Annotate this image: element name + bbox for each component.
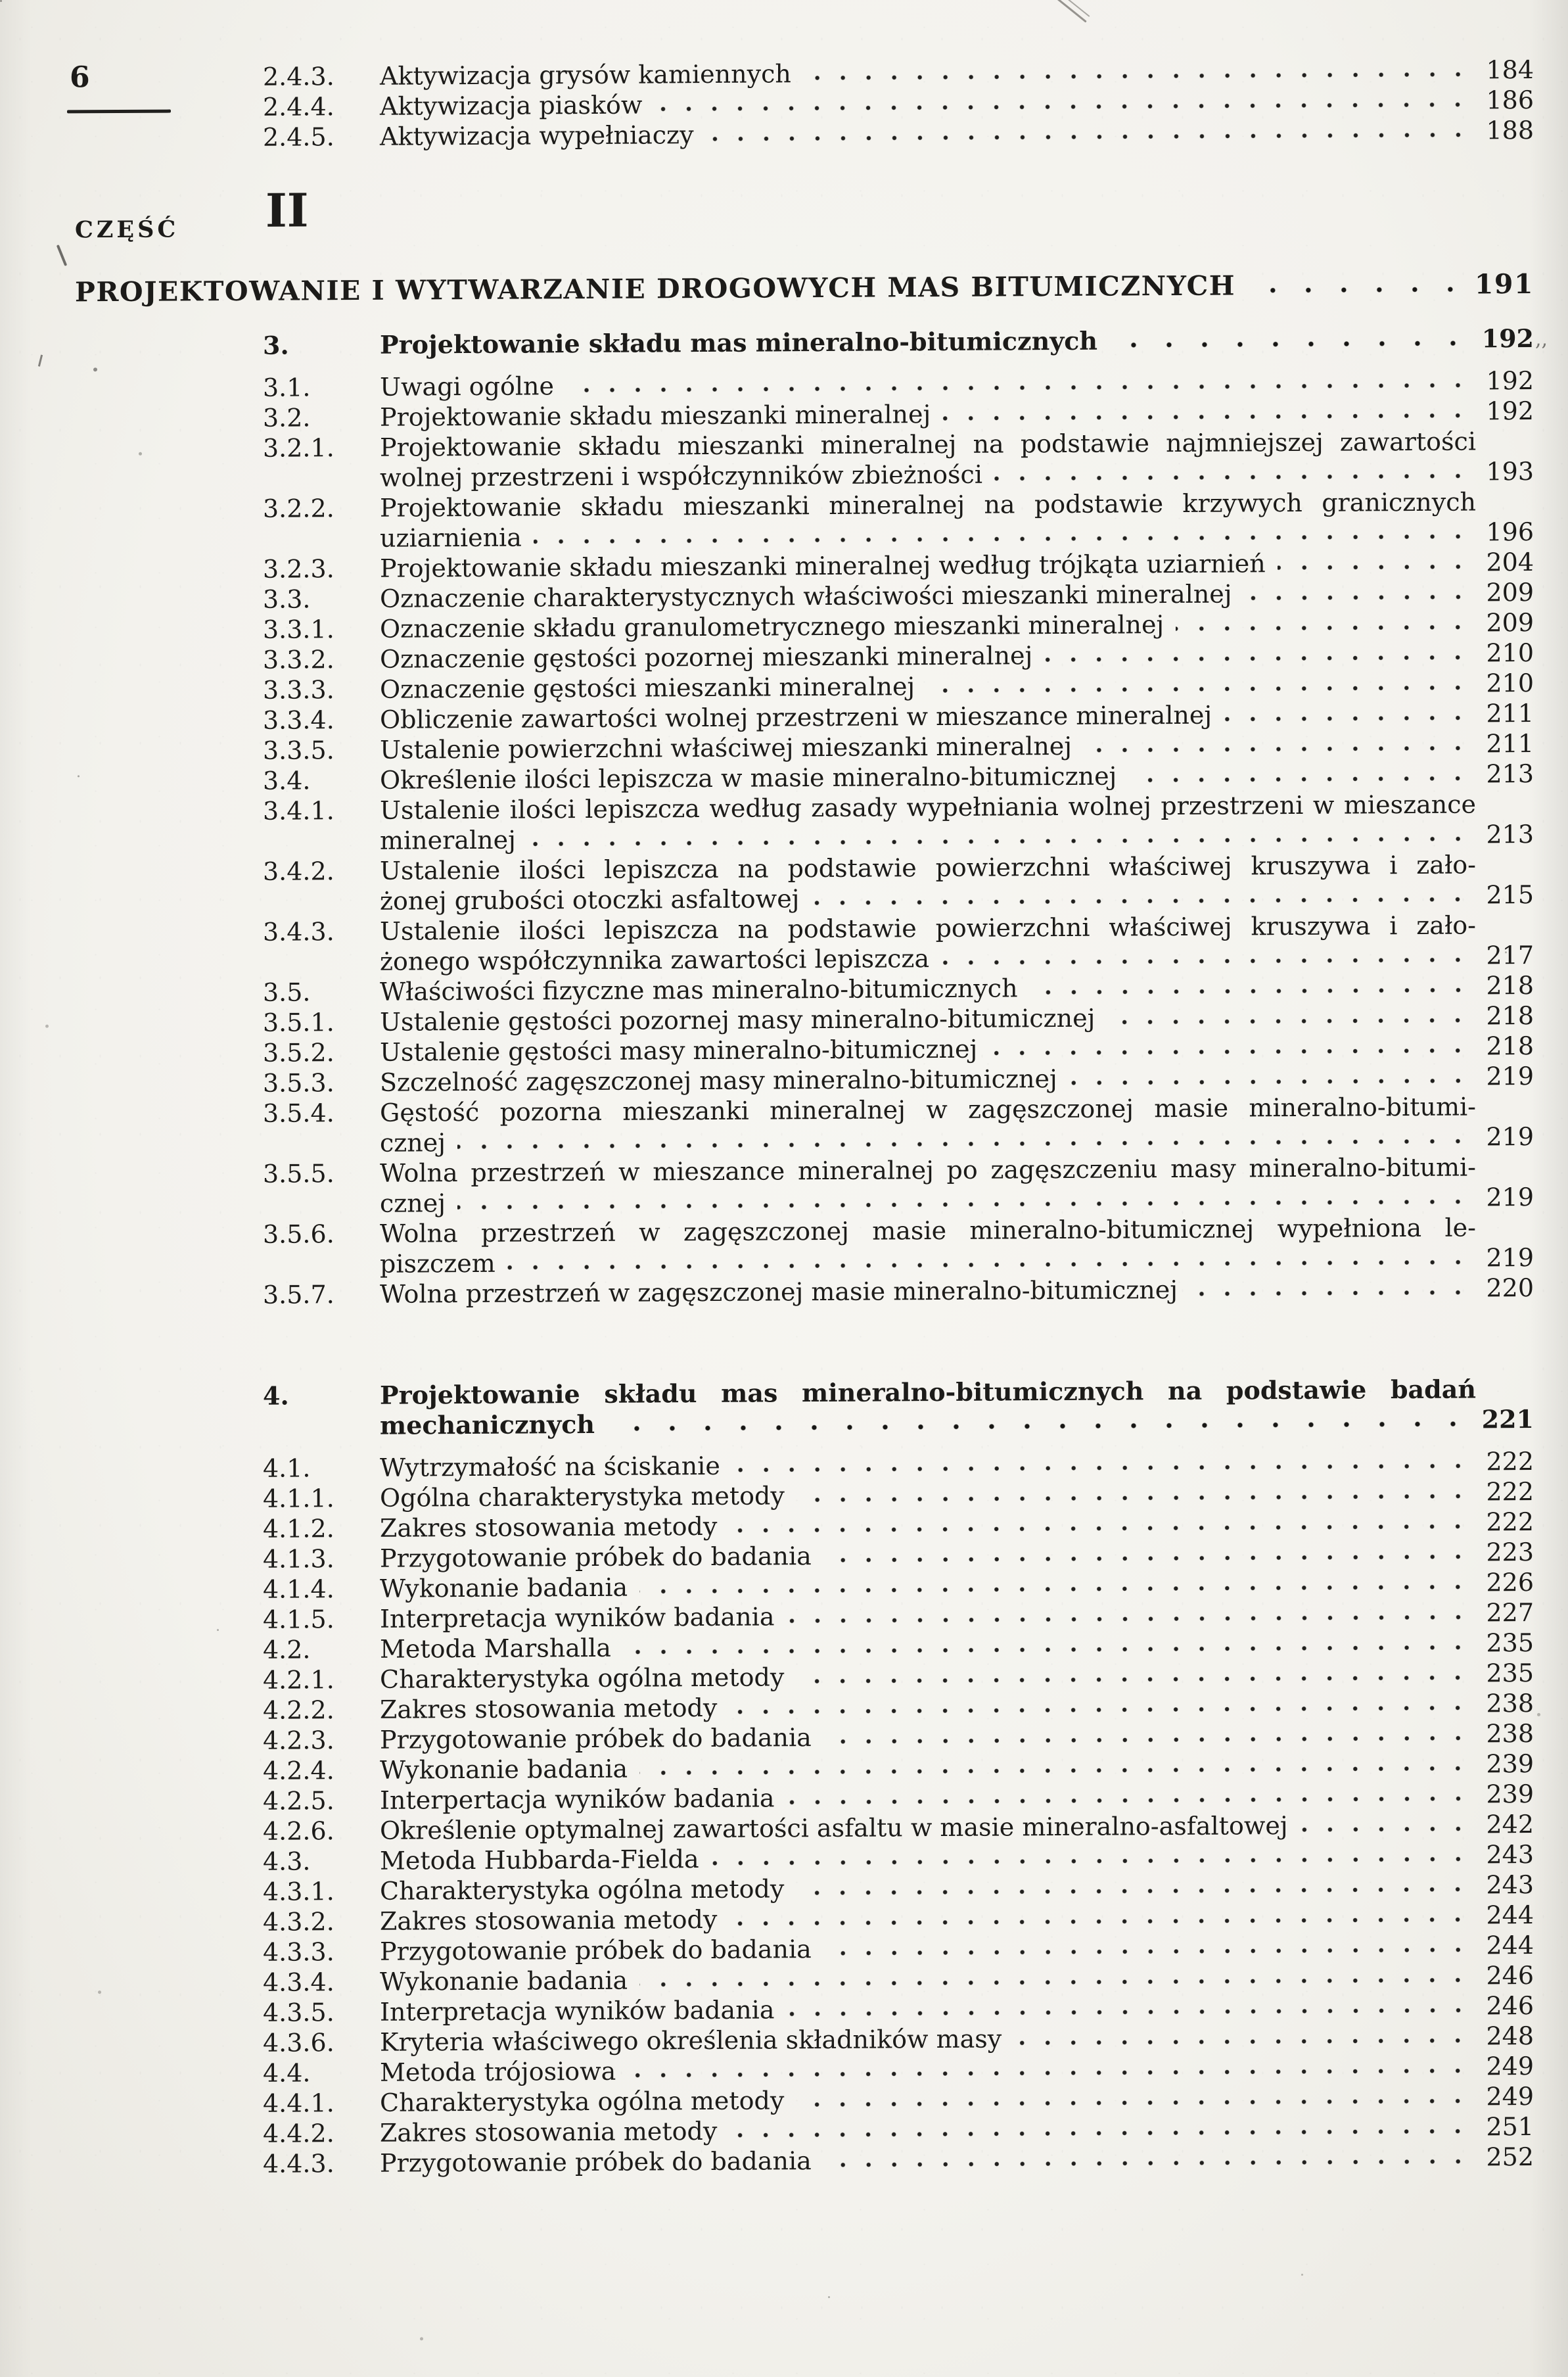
entry-page-number: 243 (1486, 1870, 1534, 1900)
entry-number: 4.2.6. (263, 1816, 334, 1846)
scan-artifact (38, 355, 43, 367)
dot-leader (1128, 774, 1471, 785)
entry-content (380, 115, 1534, 152)
entry-page-number: 192 (1486, 365, 1534, 396)
dot-leader (989, 1047, 1471, 1058)
entry-page-number: 192 (1481, 323, 1534, 354)
page-number-corner: 6 (70, 60, 90, 95)
dot-leader (732, 1462, 1471, 1474)
entry-number: 3.3. (263, 584, 311, 614)
entry-title: Wykonanie badania (380, 1965, 628, 1996)
entry-number: 4.1.2. (263, 1514, 334, 1543)
dot-leader (1013, 2036, 1471, 2048)
entry-page-number: 244 (1486, 1900, 1534, 1930)
dot-leader (803, 70, 1471, 83)
dot-leader (729, 1704, 1471, 1716)
entry-page-number: 218 (1486, 970, 1534, 1000)
entry-page-number: 192 (1486, 396, 1534, 426)
dot-leader (1300, 1825, 1471, 1834)
entry-page-number: 235 (1486, 1658, 1534, 1688)
entry-title: Określenie ilości lepiszcza w masie mineralno-bitumicznej (380, 761, 1117, 795)
dot-leader (823, 1734, 1471, 1747)
part-title-row (75, 268, 1534, 308)
dot-leader (639, 1764, 1471, 1777)
dot-leader (796, 1674, 1471, 1686)
entry-number: 3.4. (263, 766, 311, 795)
entry-page-number: 244 (1486, 1930, 1534, 1960)
toc-entry-3-2-2 (263, 486, 1534, 554)
dot-leader (1084, 744, 1471, 755)
entry-title: Wykonanie badania (380, 1572, 628, 1603)
entry-title: Zakres stosowania metody (380, 1511, 718, 1543)
entry-title: Przygotowanie próbek do badania (380, 2146, 812, 2178)
dot-leader (729, 2127, 1471, 2140)
entry-content (380, 789, 1534, 856)
entry-title-line (380, 115, 1534, 152)
entry-number: 3.3.2. (263, 645, 334, 674)
entry-content (380, 1374, 1534, 1441)
entry-title-line1: Wolna przestrzeń w mieszance mineralnej po zagęszczeniu masy mineralno-bitumi- (380, 1152, 1476, 1188)
scan-artifact (57, 245, 67, 266)
entry-page-number: 238 (1486, 1718, 1534, 1749)
entry-page-number: 219 (1486, 1061, 1534, 1091)
section-gap (263, 1303, 1534, 1381)
entry-title-continuation: cznej (380, 1188, 446, 1218)
entry-title-line (380, 323, 1534, 360)
toc-entry-3-5-6 (263, 1212, 1534, 1280)
entry-content (380, 2142, 1534, 2178)
entry-page-number: 238 (1486, 1688, 1534, 1718)
entry-title: Oznaczenie składu granulometrycznego mieszanki mineralnej (380, 610, 1164, 644)
entry-title: Interpertacja wyników badania (380, 1783, 775, 1815)
entry-title: Uwagi ogólne (380, 371, 554, 402)
entry-page-number: 209 (1486, 577, 1534, 607)
dot-leader (1244, 593, 1471, 603)
dot-leader (787, 1613, 1471, 1626)
dot-leader (823, 1946, 1471, 1958)
entry-title: Przygotowanie próbek do badania (380, 1542, 812, 1573)
entry-number: 2.4.5. (263, 122, 334, 152)
dot-leader (639, 1583, 1471, 1596)
dot-leader (927, 684, 1471, 695)
entry-content (380, 323, 1534, 360)
entry-content (380, 1212, 1534, 1279)
entry-page-number: 219 (1486, 1121, 1534, 1152)
entry-number: 4.2.2. (263, 1695, 334, 1725)
entry-number: 3.3.4. (263, 705, 334, 735)
entry-title: Interpretacja wyników badania (380, 1995, 775, 2027)
dot-leader (994, 472, 1471, 483)
toc-entry-3 (263, 323, 1534, 361)
entry-title: Ustalenie powierzchni właściwej mieszanki mineralnej (380, 731, 1072, 765)
entry-number: 4.3.2. (263, 1907, 334, 1937)
dot-leader (457, 1198, 1471, 1212)
dot-leader (1247, 285, 1468, 295)
corner-underline-rule (67, 110, 171, 114)
dot-leader (1107, 1016, 1471, 1027)
entry-number: 4. (263, 1380, 289, 1411)
toc-entry-3-4-2 (263, 849, 1534, 917)
entry-content (380, 849, 1534, 916)
toc-entry-3-5-4 (263, 1091, 1534, 1159)
toc-top-entries (263, 55, 1534, 153)
dot-leader (729, 1522, 1471, 1535)
entry-title: Aktywizacja piasków (380, 90, 643, 121)
toc-entry-3-4-3 (263, 910, 1534, 977)
entry-title: Interpretacja wyników badania (380, 1602, 775, 1634)
entry-page-number: 219 (1486, 1182, 1534, 1212)
entry-title: Określenie optymalnej zawartości asfaltu w masie mineralno-asfaltowej (380, 1811, 1288, 1845)
entry-title: Obliczenie zawartości wolnej przestrzeni w mieszance mineralnej (380, 700, 1212, 734)
entry-page-number: 210 (1486, 638, 1534, 668)
dot-leader (941, 956, 1471, 968)
entry-number: 4.1.1. (263, 1484, 334, 1513)
entry-title: Aktywizacja wypełniaczy (380, 120, 694, 151)
entry-number: 4.1. (263, 1453, 311, 1483)
entry-number: 3.4.1. (263, 796, 334, 826)
entry-page-number: 217 (1486, 940, 1534, 970)
dot-leader (1189, 1288, 1471, 1298)
entry-title: Ustalenie gęstości pozornej masy mineralno-bitumicznej (380, 1003, 1095, 1037)
entry-title: Ogólna charakterystyka metody (380, 1481, 785, 1513)
entry-title-continuation: żonej grubości otoczki asfaltowej (380, 884, 800, 916)
entry-title-line2 (380, 1404, 1534, 1441)
entry-number: 3.5.3. (263, 1068, 334, 1098)
dot-leader (811, 895, 1471, 908)
entry-number: 4.1.4. (263, 1574, 334, 1604)
entry-page-number: 221 (1481, 1403, 1534, 1434)
entry-title-line1: Projektowanie składu mieszanki mineralnej na podstawie krzywych granicznych (380, 487, 1476, 523)
entry-number: 3.5.7. (263, 1280, 334, 1309)
dot-leader (796, 2097, 1471, 2109)
part-title: PROJEKTOWANIE I WYTWARZANIE DROGOWYCH MAS BITUMICZNYCH (75, 270, 1236, 308)
dot-leader (628, 2067, 1471, 2080)
entry-page-number: 239 (1486, 1779, 1534, 1809)
entry-title-continuation: żonego współczynnika zawartości lepiszcza (380, 944, 930, 976)
dot-leader (796, 1885, 1471, 1898)
dot-leader (711, 1855, 1471, 1868)
entry-title: Zakres stosowania metody (380, 2116, 718, 2148)
entry-title-line1: Ustalenie ilości lepiszcza według zasady wypełniania wolnej przestrzeni w mieszance (380, 789, 1476, 825)
toc-entry-4-4-3 (263, 2142, 1534, 2179)
dot-leader (787, 2006, 1471, 2019)
entry-page-number: 252 (1486, 2142, 1534, 2172)
entry-page-number: 248 (1486, 2021, 1534, 2051)
entry-number: 3.5.4. (263, 1098, 334, 1128)
entry-content (380, 1091, 1534, 1158)
entry-page-number: 246 (1486, 1960, 1534, 1990)
entry-title: Metoda Hubbarda-Fielda (380, 1845, 699, 1875)
entry-number: 3.4.3. (263, 917, 334, 947)
entry-title: Zakres stosowania metody (380, 1693, 718, 1724)
toc-entry-3-5-5 (263, 1152, 1534, 1219)
entry-page-number: 209 (1486, 607, 1534, 638)
entry-title: Metoda trójosiowa (380, 2056, 616, 2087)
entry-number: 4.1.3. (263, 1544, 334, 1574)
entry-number: 3.2.3. (263, 554, 334, 584)
entry-page-number: 222 (1486, 1507, 1534, 1537)
dot-leader (942, 412, 1471, 423)
entry-number: 3.5. (263, 977, 311, 1007)
entry-page-number: 239 (1486, 1749, 1534, 1779)
entry-title: Projektowanie składu mas mineralno-bitumicznych (380, 325, 1098, 360)
dot-leader (623, 1643, 1471, 1657)
entry-page-number: 184 (1486, 55, 1534, 85)
dot-leader (1109, 339, 1471, 350)
entry-title-continuation: mineralnej (380, 825, 516, 855)
entry-page-number: 222 (1486, 1446, 1534, 1476)
scan-artifact (0, 0, 2, 2)
entry-title: Ustalenie gęstości masy mineralno-bitumicznej (380, 1034, 978, 1067)
dot-leader (1044, 653, 1471, 665)
entry-number: 3.2.1. (263, 433, 334, 463)
toc-entry-3-4-1 (263, 789, 1534, 857)
entry-title: Oznaczenie gęstości mieszanki mineralnej (380, 672, 915, 704)
entry-title: Przygotowanie próbek do badania (380, 1723, 812, 1754)
entry-title: Projektowanie składu mieszanki mineralnej (380, 400, 931, 432)
dot-leader (654, 101, 1471, 114)
toc-entry-4 (263, 1374, 1534, 1442)
entry-title: Oznaczenie charakterystycznych właściwości mieszanki mineralnej (380, 579, 1232, 613)
entry-title-continuation: piszczem (380, 1248, 496, 1279)
entry-page-number: 251 (1486, 2111, 1534, 2142)
entry-number: 3.2. (263, 403, 311, 433)
entry-page-number: 218 (1486, 1031, 1534, 1061)
dot-leader (729, 1916, 1471, 1928)
scan-artifact (1025, 0, 1087, 23)
entry-page-number: 227 (1486, 1597, 1534, 1628)
part-label: CZĘŚĆ (75, 216, 179, 244)
entry-title: Właściwości fizyczne mas mineralno-bitumicznych (380, 974, 1018, 1006)
entry-page-number: 223 (1486, 1537, 1534, 1567)
entry-title-continuation: uziarnienia (380, 523, 522, 553)
entry-page-number: 188 (1486, 115, 1534, 145)
entry-number: 3.3.3. (263, 675, 334, 705)
entry-title-line1: Wolna przestrzeń w zagęszczonej masie mineralno-bitumicznej wypełniona le- (380, 1213, 1476, 1248)
dot-leader (528, 835, 1471, 849)
entry-title-line1: Projektowanie składu mas mineralno-bitumicznych na podstawie badań (380, 1374, 1476, 1410)
entry-number: 4.2.4. (263, 1756, 334, 1785)
dot-leader (823, 2157, 1471, 2170)
entry-page-number: 249 (1486, 2051, 1534, 2081)
entry-number: 3.5.1. (263, 1008, 334, 1037)
entry-title: Charakterystyka ogólna metody (380, 1662, 785, 1694)
entry-title: Kryteria właściwego określenia składników masy (380, 2024, 1002, 2057)
entry-title: Wytrzymałość na ściskanie (380, 1451, 720, 1482)
entry-page-number: 186 (1486, 85, 1534, 115)
dot-leader (639, 1976, 1471, 1989)
part-numeral: II (265, 183, 309, 238)
entry-page-number: 222 (1486, 1476, 1534, 1507)
entry-title-line1: Ustalenie ilości lepiszcza na podstawie powierzchni właściwej kruszywa i zało- (380, 910, 1476, 946)
entry-page-number: 215 (1486, 880, 1534, 910)
entry-title: Oznaczenie gęstości pozornej mieszanki mineralnej (380, 641, 1033, 674)
entry-title-line (380, 1273, 1534, 1309)
entry-number: 2.4.4. (263, 92, 334, 122)
entry-number: 3.5.5. (263, 1159, 334, 1188)
entry-content (380, 426, 1534, 493)
entry-number: 4.3.1. (263, 1877, 334, 1906)
toc-entry-3-2-1 (263, 426, 1534, 494)
entry-number: 4.3.5. (263, 1998, 334, 2027)
entry-number: 4.3.4. (263, 1967, 334, 1997)
entry-page-number: 246 (1486, 1990, 1534, 2021)
entry-number: 4.2.3. (263, 1726, 334, 1755)
entry-title: Szczelność zagęszczonej masy mineralno-bitumicznej (380, 1064, 1057, 1097)
entry-number: 4.1.5. (263, 1605, 334, 1634)
dot-leader (1278, 563, 1471, 573)
scan-artifact (93, 367, 97, 371)
entry-number: 2.4.3. (263, 62, 334, 91)
entry-title: Projektowanie składu mieszanki mineralnej według trójkąta uziarnień (380, 549, 1266, 583)
entry-number: 4.2. (263, 1635, 311, 1664)
entry-content (380, 1152, 1534, 1219)
entry-title: Aktywizacja grysów kamiennych (380, 59, 791, 91)
entry-page-number: 204 (1486, 547, 1534, 577)
entry-content (380, 486, 1534, 553)
entry-number: 4.3.3. (263, 1937, 334, 1967)
entry-page-number: 213 (1486, 759, 1534, 789)
entry-page-number: 196 (1486, 517, 1534, 547)
entry-page-number: 211 (1486, 728, 1534, 759)
entry-number: 4.2.5. (263, 1786, 334, 1816)
entry-title: Wykonanie badania (380, 1754, 628, 1785)
entry-number: 3.1. (263, 373, 311, 402)
entry-number: 4.4.2. (263, 2119, 334, 2148)
dot-leader (1030, 986, 1471, 997)
dot-leader (823, 1553, 1471, 1565)
entry-number: 4.3. (263, 1847, 311, 1876)
entry-number: 4.4.3. (263, 2149, 334, 2178)
entry-title: Wolna przestrzeń w zagęszczonej masie mineralno-bitumicznej (380, 1275, 1178, 1309)
entry-number: 3.2.2. (263, 494, 334, 523)
entry-page-number: 242 (1486, 1809, 1534, 1839)
entry-page-number: 226 (1486, 1567, 1534, 1597)
entry-title-line1: Projektowanie składu mieszanki mineralnej na podstawie najmniejszej zawartości (380, 427, 1476, 462)
entry-title: Przygotowanie próbek do badania (380, 1935, 812, 1966)
dot-leader (534, 532, 1471, 546)
entry-number: 4.4.1. (263, 2088, 334, 2118)
entry-page-number: 213 (1486, 819, 1534, 849)
dot-leader (1176, 623, 1471, 634)
entry-title-line (380, 2142, 1534, 2178)
entry-number: 3.3.5. (263, 736, 334, 765)
dot-leader (1069, 1077, 1471, 1087)
entry-number: 3.3.1. (263, 615, 334, 644)
entry-page-number: 220 (1486, 1273, 1534, 1303)
dot-leader (1224, 714, 1471, 724)
entry-title-line1: Gęstość pozorna mieszanki mineralnej w zagęszczonej masie mineralno-bitumi- (380, 1092, 1476, 1127)
entry-number: 3. (263, 330, 289, 360)
entry-title-continuation: mechanicznych (380, 1409, 595, 1440)
entry-title: Charakterystyka ogólna metody (380, 1874, 785, 1906)
dot-leader (787, 1795, 1471, 1807)
entry-number: 3.5.2. (263, 1038, 334, 1068)
entry-number: 4.3.6. (263, 2028, 334, 2058)
entry-page-number: 193 (1486, 456, 1534, 486)
entry-page-number: 235 (1486, 1628, 1534, 1658)
entry-page-number: 243 (1486, 1839, 1534, 1870)
entry-title: Charakterystyka ogólna metody (380, 2086, 785, 2117)
toc-entry-2-4-5 (263, 115, 1534, 153)
entry-title: Zakres stosowania metody (380, 1904, 718, 1936)
dot-leader (607, 1420, 1471, 1433)
scan-artifact: ,, (1535, 327, 1548, 351)
dot-leader (457, 1137, 1471, 1152)
entry-number: 4.4. (263, 2058, 311, 2088)
entry-content (380, 910, 1534, 977)
entry-page-number: 210 (1486, 668, 1534, 698)
entry-title-line1: Ustalenie ilości lepiszcza na podstawie powierzchni właściwej kruszywa i zało- (380, 850, 1476, 885)
entry-page-number: 249 (1486, 2081, 1534, 2111)
dot-leader (706, 131, 1471, 144)
entry-title-continuation: wolnej przestrzeni i współczynników zbieżności (380, 459, 982, 492)
entry-page-number: 219 (1486, 1242, 1534, 1273)
dot-leader (796, 1492, 1471, 1505)
dot-leader (566, 381, 1471, 395)
entry-number: 3.4.2. (263, 857, 334, 886)
dot-leader (507, 1258, 1471, 1272)
entry-page-number: 218 (1486, 1000, 1534, 1031)
toc-list (263, 323, 1534, 2179)
entry-number: 4.2.1. (263, 1665, 334, 1695)
entry-number: 3.5.6. (263, 1219, 334, 1249)
part-page-number: 191 (1474, 268, 1534, 300)
entry-content (380, 1273, 1534, 1309)
entry-title-continuation: cznej (380, 1128, 446, 1158)
entry-title: Metoda Marshalla (380, 1633, 611, 1664)
entry-page-number: 211 (1486, 698, 1534, 728)
